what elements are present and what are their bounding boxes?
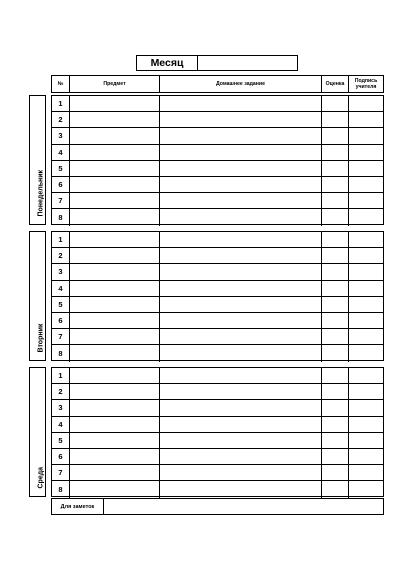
row-number: 5 <box>52 433 70 448</box>
row-number: 3 <box>52 128 70 143</box>
homework-cell[interactable] <box>160 232 322 247</box>
table-row <box>52 209 383 225</box>
grade-cell[interactable] <box>322 128 349 143</box>
header-subject: Предмет <box>70 76 160 92</box>
grade-cell[interactable] <box>322 96 349 111</box>
day-label <box>29 95 46 225</box>
header-signature: Подпись учителя <box>354 78 378 90</box>
signature-cell[interactable] <box>349 400 383 415</box>
signature-cell[interactable] <box>349 232 383 247</box>
month-field <box>136 55 298 71</box>
month-label: Месяц <box>137 56 198 70</box>
homework-cell[interactable] <box>160 329 322 344</box>
grade-cell[interactable] <box>322 161 349 176</box>
homework-cell[interactable] <box>160 112 322 127</box>
table-row <box>52 177 383 193</box>
table-row <box>52 345 383 361</box>
homework-cell[interactable] <box>160 281 322 296</box>
signature-cell[interactable] <box>349 345 383 361</box>
row-number: 4 <box>52 417 70 432</box>
signature-cell[interactable] <box>349 313 383 328</box>
homework-cell[interactable] <box>160 161 322 176</box>
homework-cell[interactable] <box>160 384 322 399</box>
subject-cell[interactable] <box>70 232 160 247</box>
row-number: 1 <box>52 368 70 383</box>
subject-cell[interactable] <box>70 384 160 399</box>
grade-cell[interactable] <box>322 481 349 497</box>
table-row <box>52 128 383 144</box>
row-number: 8 <box>52 209 70 225</box>
subject-cell[interactable] <box>70 313 160 328</box>
row-number: 1 <box>52 96 70 111</box>
signature-cell[interactable] <box>349 384 383 399</box>
day-label <box>29 367 46 497</box>
subject-cell[interactable] <box>70 96 160 111</box>
table-row <box>52 232 383 248</box>
subject-cell[interactable] <box>70 433 160 448</box>
homework-cell[interactable] <box>160 368 322 383</box>
subject-cell[interactable] <box>70 465 160 480</box>
subject-cell[interactable] <box>70 481 160 497</box>
table-row <box>52 417 383 433</box>
row-number: 5 <box>52 297 70 312</box>
table-row <box>52 400 383 416</box>
table-row <box>52 384 383 400</box>
header-grade: Оценка <box>322 76 349 92</box>
table-header <box>51 75 384 93</box>
subject-cell[interactable] <box>70 193 160 208</box>
table-row <box>52 112 383 128</box>
grade-cell[interactable] <box>322 384 349 399</box>
table-row <box>52 313 383 329</box>
homework-cell[interactable] <box>160 145 322 160</box>
table-row <box>52 368 383 384</box>
grade-cell[interactable] <box>322 209 349 225</box>
table-row <box>52 281 383 297</box>
day-name: Среда <box>37 466 44 489</box>
signature-cell[interactable] <box>349 449 383 464</box>
homework-cell[interactable] <box>160 264 322 279</box>
homework-cell[interactable] <box>160 465 322 480</box>
subject-cell[interactable] <box>70 177 160 192</box>
signature-cell[interactable] <box>349 329 383 344</box>
signature-cell[interactable] <box>349 433 383 448</box>
grade-cell[interactable] <box>322 400 349 415</box>
signature-cell[interactable] <box>349 96 383 111</box>
notes-field[interactable] <box>104 499 383 514</box>
homework-cell[interactable] <box>160 313 322 328</box>
subject-cell[interactable] <box>70 297 160 312</box>
table-row <box>52 145 383 161</box>
signature-cell[interactable] <box>349 481 383 497</box>
row-number: 6 <box>52 177 70 192</box>
day-label <box>29 231 46 361</box>
homework-cell[interactable] <box>160 96 322 111</box>
table-row <box>52 297 383 313</box>
table-row <box>52 264 383 280</box>
subject-cell[interactable] <box>70 161 160 176</box>
grade-cell[interactable] <box>322 449 349 464</box>
homework-cell[interactable] <box>160 481 322 497</box>
row-number: 7 <box>52 329 70 344</box>
table-row <box>52 481 383 497</box>
subject-cell[interactable] <box>70 329 160 344</box>
subject-cell[interactable] <box>70 449 160 464</box>
table-row <box>52 433 383 449</box>
grade-cell[interactable] <box>322 345 349 361</box>
row-number: 2 <box>52 384 70 399</box>
row-number: 8 <box>52 481 70 497</box>
row-number: 8 <box>52 345 70 361</box>
homework-cell[interactable] <box>160 209 322 225</box>
grade-cell[interactable] <box>322 264 349 279</box>
grade-cell[interactable] <box>322 232 349 247</box>
row-number: 6 <box>52 449 70 464</box>
signature-cell[interactable] <box>349 177 383 192</box>
table-row <box>52 161 383 177</box>
signature-cell[interactable] <box>349 145 383 160</box>
signature-cell[interactable] <box>349 248 383 263</box>
subject-cell[interactable] <box>70 417 160 432</box>
day-table <box>51 231 384 361</box>
row-number: 7 <box>52 193 70 208</box>
homework-cell[interactable] <box>160 177 322 192</box>
subject-cell[interactable] <box>70 264 160 279</box>
notes-row <box>51 498 384 515</box>
signature-cell[interactable] <box>349 209 383 225</box>
homework-cell[interactable] <box>160 128 322 143</box>
subject-cell[interactable] <box>70 145 160 160</box>
row-number: 1 <box>52 232 70 247</box>
homework-cell[interactable] <box>160 433 322 448</box>
grade-cell[interactable] <box>322 112 349 127</box>
grade-cell[interactable] <box>322 313 349 328</box>
row-number: 4 <box>52 281 70 296</box>
header-num: № <box>52 76 70 92</box>
table-row <box>52 193 383 209</box>
grade-cell[interactable] <box>322 248 349 263</box>
table-row <box>52 465 383 481</box>
grade-cell[interactable] <box>322 145 349 160</box>
row-number: 2 <box>52 112 70 127</box>
signature-cell[interactable] <box>349 368 383 383</box>
notes-label: Для заметок <box>52 499 104 514</box>
grade-cell[interactable] <box>322 433 349 448</box>
table-row <box>52 96 383 112</box>
grade-cell[interactable] <box>322 368 349 383</box>
table-row <box>52 248 383 264</box>
subject-cell[interactable] <box>70 209 160 225</box>
grade-cell[interactable] <box>322 465 349 480</box>
subject-cell[interactable] <box>70 345 160 361</box>
table-row <box>52 329 383 345</box>
signature-cell[interactable] <box>349 465 383 480</box>
signature-cell[interactable] <box>349 264 383 279</box>
subject-cell[interactable] <box>70 112 160 127</box>
subject-cell[interactable] <box>70 368 160 383</box>
subject-cell[interactable] <box>70 128 160 143</box>
homework-cell[interactable] <box>160 449 322 464</box>
homework-cell[interactable] <box>160 345 322 361</box>
signature-cell[interactable] <box>349 297 383 312</box>
day-name: Вторник <box>37 323 44 353</box>
grade-cell[interactable] <box>322 297 349 312</box>
row-number: 3 <box>52 264 70 279</box>
subject-cell[interactable] <box>70 400 160 415</box>
signature-cell[interactable] <box>349 281 383 296</box>
signature-cell[interactable] <box>349 161 383 176</box>
row-number: 6 <box>52 313 70 328</box>
grade-cell[interactable] <box>322 193 349 208</box>
row-number: 3 <box>52 400 70 415</box>
grade-cell[interactable] <box>322 281 349 296</box>
month-input[interactable] <box>198 56 297 70</box>
homework-cell[interactable] <box>160 297 322 312</box>
homework-cell[interactable] <box>160 248 322 263</box>
row-number: 7 <box>52 465 70 480</box>
homework-cell[interactable] <box>160 193 322 208</box>
day-table <box>51 367 384 497</box>
subject-cell[interactable] <box>70 281 160 296</box>
signature-cell[interactable] <box>349 417 383 432</box>
grade-cell[interactable] <box>322 177 349 192</box>
grade-cell[interactable] <box>322 417 349 432</box>
signature-cell[interactable] <box>349 193 383 208</box>
header-homework: Домашнее задание <box>160 76 322 92</box>
table-row <box>52 449 383 465</box>
signature-cell[interactable] <box>349 112 383 127</box>
row-number: 4 <box>52 145 70 160</box>
row-number: 2 <box>52 248 70 263</box>
row-number: 5 <box>52 161 70 176</box>
homework-cell[interactable] <box>160 417 322 432</box>
grade-cell[interactable] <box>322 329 349 344</box>
homework-cell[interactable] <box>160 400 322 415</box>
day-name: Понедельник <box>37 169 44 217</box>
subject-cell[interactable] <box>70 248 160 263</box>
day-table <box>51 95 384 225</box>
signature-cell[interactable] <box>349 128 383 143</box>
